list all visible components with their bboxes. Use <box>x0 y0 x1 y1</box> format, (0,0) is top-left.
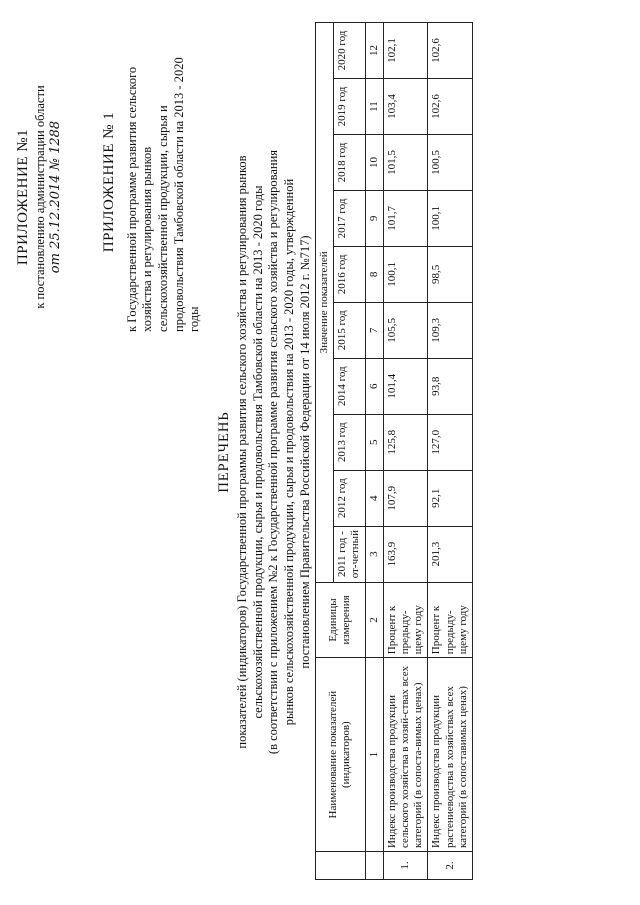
column-number: 3 <box>365 526 383 582</box>
title-line-5: постановлением Правительства Российской Федерации от 14 июля 2012 г. №717) <box>297 235 312 669</box>
indicator-value: 92,1 <box>428 470 473 526</box>
table-row <box>383 23 428 880</box>
column-number: 7 <box>365 302 383 358</box>
row-number: 2. <box>428 852 473 880</box>
unit-of-measure: Процент к предыду-щему году <box>428 582 473 658</box>
indicator-value: 100,1 <box>383 246 428 302</box>
header-year: 2013 год <box>334 414 365 470</box>
indicator-value: 101,4 <box>383 358 428 414</box>
header-year: 2019 год <box>334 79 365 135</box>
column-number: 10 <box>365 134 383 190</box>
unit-of-measure: Процент к предыду-щему году <box>383 582 428 658</box>
indicator-name: Индекс производства продукции сельского хозяйства в хозяй-ствах всех категорий (в сопоста-вимых ценах) <box>383 658 428 852</box>
indicator-name: Индекс производства продукции растениеводства в хозяйствах всех категорий (в сопоставимых ценах) <box>428 658 473 852</box>
indicator-value: 105,5 <box>383 302 428 358</box>
column-number: 2 <box>365 582 383 658</box>
indicator-value: 101,5 <box>383 134 428 190</box>
table-row <box>428 23 473 880</box>
indicator-value: 100,5 <box>428 134 473 190</box>
title-block <box>215 52 313 852</box>
indicator-value: 103,4 <box>383 79 428 135</box>
indicator-value: 201,3 <box>428 526 473 582</box>
column-number: 9 <box>365 190 383 246</box>
header-year: 2015 год <box>334 302 365 358</box>
header-values-group: Значение показателей <box>316 23 334 583</box>
indicator-value: 125,8 <box>383 414 428 470</box>
indicator-value: 101,7 <box>383 190 428 246</box>
title-line-4: рынков сельскохозяйственной продукции, сырья и продовольствия на 2013 - 2020 годы, утвержденной <box>282 178 296 726</box>
indicator-value: 102,6 <box>428 23 473 79</box>
column-number: 8 <box>365 246 383 302</box>
appendix1-subtitle: к постановлению администрации области <box>32 85 47 309</box>
appendix-header <box>14 32 65 362</box>
header-year: 2020 год <box>334 23 365 79</box>
appendix1-title: ПРИЛОЖЕНИЕ №1 <box>15 128 31 266</box>
header-name: Наименование показателей (индикаторов) <box>316 658 366 852</box>
title-line-1: показателей (индикаторов) Государственной программы развития сельского хозяйства и регулирования рынков <box>235 155 250 749</box>
appendix2-text: к Государственной программе развития сельского хозяйства и регулирования рынков сельскохозяйственной продукции, сырья и продовольствия Тамбовской области на 2013 - 2020 годы <box>124 57 202 332</box>
header-year: 2016 год <box>334 246 365 302</box>
column-number: 5 <box>365 414 383 470</box>
header-num <box>316 852 366 880</box>
appendix2-title: ПРИЛОЖЕНИЕ № 1 <box>101 111 117 253</box>
indicator-value: 127,0 <box>428 414 473 470</box>
indicator-value: 100,1 <box>428 190 473 246</box>
indicator-value: 102,1 <box>383 23 428 79</box>
header-year: 2011 год - от-четный <box>334 526 365 582</box>
column-number: 6 <box>365 358 383 414</box>
appendix1-date-line: от 25.12.2014 № 1288 <box>48 120 64 274</box>
indicator-value: 107,9 <box>383 470 428 526</box>
indicator-value: 98,5 <box>428 246 473 302</box>
indicator-value: 93,8 <box>428 358 473 414</box>
list-heading: ПЕРЕЧЕНЬ <box>216 411 232 493</box>
column-number: 12 <box>365 23 383 79</box>
rotated-sheet <box>10 12 630 892</box>
header-year: 2012 год <box>334 470 365 526</box>
table-column-numbers <box>365 23 383 880</box>
header-year: 2017 год <box>334 190 365 246</box>
title-line-3: (в соответствии с приложением №2 к Государственной программе развития сельского хозяйства и регулирования <box>266 149 281 755</box>
table-header-row-1 <box>316 23 334 880</box>
column-number: 4 <box>365 470 383 526</box>
header-year: 2014 год <box>334 358 365 414</box>
title-line-2: сельскохозяйственной продукции, сырья и продовольствия Тамбовской области на 2013 - 2020 годы <box>250 185 265 719</box>
row-number: 1. <box>383 852 428 880</box>
column-number: 1 <box>365 658 383 852</box>
appendix2-block <box>100 32 203 332</box>
column-number: 11 <box>365 79 383 135</box>
header-unit: Единицы измерения <box>316 582 366 658</box>
indicator-value: 163,9 <box>383 526 428 582</box>
indicator-value: 102,6 <box>428 79 473 135</box>
indicators-table <box>315 22 473 880</box>
table-body <box>383 23 472 880</box>
indicator-value: 109,3 <box>428 302 473 358</box>
header-year: 2018 год <box>334 134 365 190</box>
column-number-blank <box>365 852 383 880</box>
